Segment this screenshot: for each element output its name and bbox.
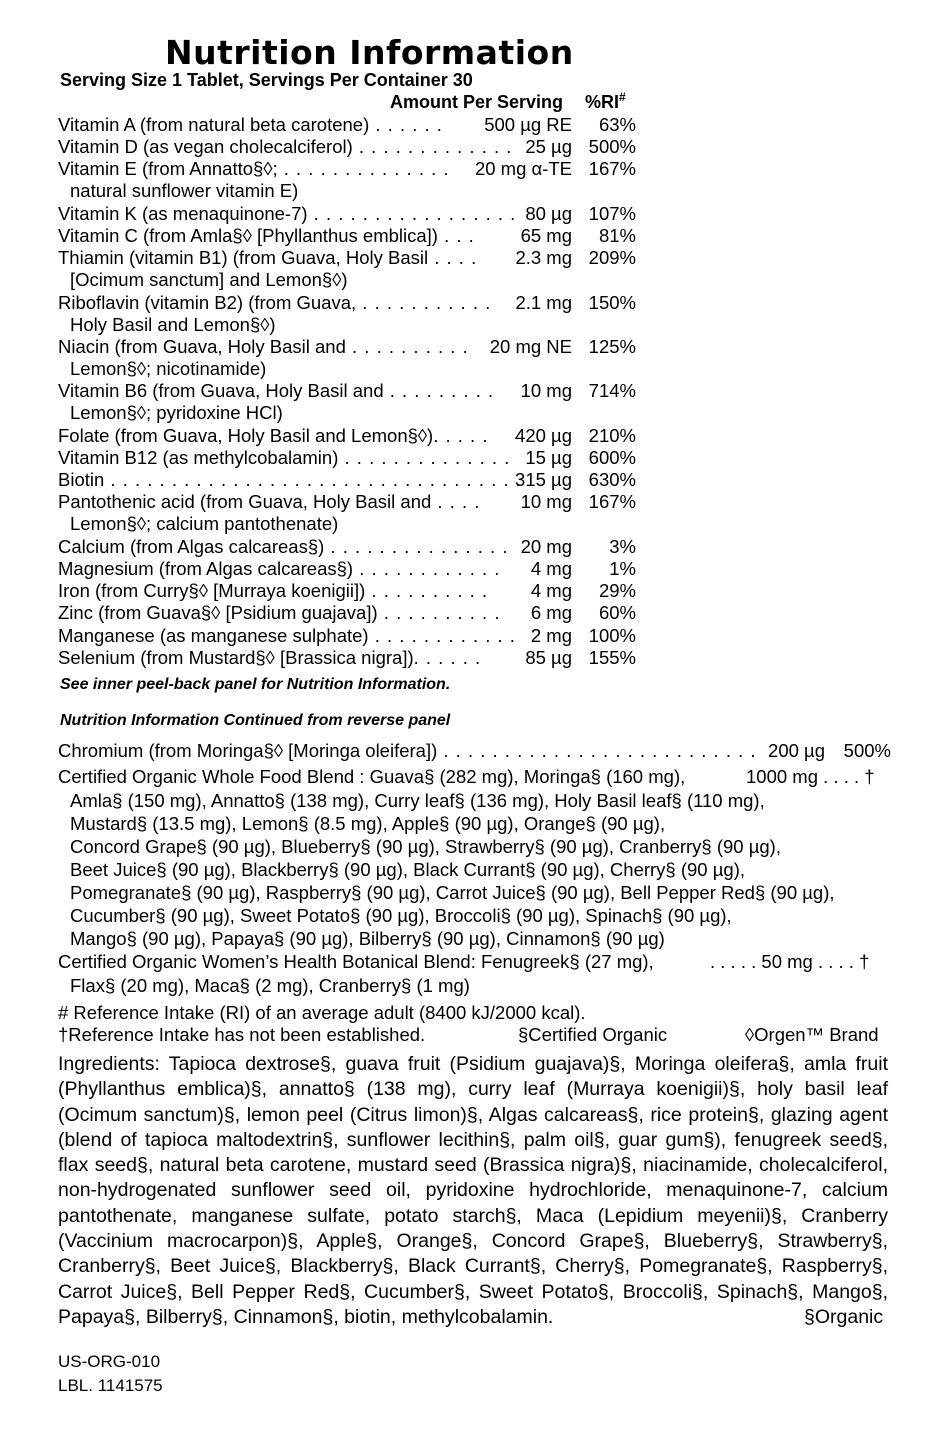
nutrient-leader-dots: . . . . . . . . . . . . [368,624,516,646]
nutrient-label-text: Iron (from Curry§◊ [Murraya koenigii]) [58,580,366,602]
nutrient-ri: 63% [598,114,636,135]
nutrient-amount: 25 µg [525,136,572,158]
nutrient-label-text: Folate (from Guava, Holy Basil and Lemon§◊) [58,424,434,446]
blend-line: Cucumber§ (90 µg), Sweet Potato§ (90 µg), Broccoli§ (90 µg), Spinach§ (90 µg), [70,905,732,926]
product-code: US-ORG-010 [58,1352,161,1371]
nutrient-amount: 315 µg [515,469,572,491]
chromium-row [58,740,891,762]
nutrient-leader-dots: . . . . . . . . . [383,380,495,402]
blend-line: Pomegranate§ (90 µg), Raspberry§ (90 µg), Carrot Juice§ (90 µg), Bell Pepper Red§ (90 µg), [70,882,835,903]
nutrient-ri: 100% [588,624,636,646]
nutrient-label [58,336,469,358]
nutrient-leader-dots: . . . . . . . . . . . . . . . [324,535,509,557]
nutrient-label-continued: Lemon§◊; pyridoxine HCl) [70,402,283,424]
serving-info: Serving Size 1 Tablet, Servings Per Container 30 [60,70,473,90]
nutrient-label-continued: [Ocimum sanctum] and Lemon§◊) [70,269,348,291]
footnote-dagger: †Reference Intake has not been established. [58,1024,426,1045]
nutrient-leader-dots: . . . . . . . . . . . . . . [338,447,511,468]
nutrient-label-continued: natural sunflower vitamin E) [70,180,299,202]
blend-line: Beet Juice§ (90 µg), Blackberry§ (90 µg), Black Currant§ (90 µg), Cherry§ (90 µg), [70,859,745,880]
nutrient-label-text: Vitamin D (as vegan cholecalciferol) [58,136,353,158]
nutrient-leader-dots: . . . . [428,247,478,269]
nutrient-label [58,625,516,647]
nutrient-label [58,136,512,158]
nutrient-leader-dots: . . . . [431,491,481,513]
nutrient-label-text: Manganese (as manganese sulphate) [58,624,369,646]
nutrient-label [58,491,480,513]
nutrient-label-text: Vitamin B6 (from Guava, Holy Basil and [58,380,384,402]
nutrient-label-continued: Lemon§◊; nicotinamide) [70,358,267,379]
nutrient-label [58,469,522,491]
nutrient-ri: 167% [588,158,636,180]
nutrient-ri: 1% [609,558,636,579]
nutrient-leader-dots: . . . . . . . . . . . . . . [277,158,450,180]
ri-header-label: %RI [585,92,620,112]
label-number: LBL. 1141575 [58,1376,163,1395]
nutrient-ri: 500% [588,136,636,158]
peelback-note: See inner peel-back panel for Nutrition Information. [60,676,451,693]
nutrient-label-text: Vitamin B12 (as methylcobalamin) [58,447,339,468]
nutrient-ri: 60% [598,602,636,624]
nutrient-amount: 2 mg [530,624,572,646]
nutrient-label-text: Vitamin A (from natural beta carotene) [58,114,370,135]
footnote-ri: # Reference Intake (RI) of an average adult (8400 kJ/2000 kcal). [58,1002,586,1023]
nutrient-ri: 125% [588,336,636,357]
ri-header-mark: # [619,90,626,104]
nutrient-label-text: Magnesium (from Algas calcareas§) [58,558,354,579]
nutrient-label [58,602,500,624]
nutrient-leader-dots: . . . . . . . . . . [365,580,489,602]
nutrient-label-text: Niacin (from Guava, Holy Basil and [58,336,346,357]
chromium-ri: 500% [843,740,891,761]
nutrient-ri: 107% [588,202,636,224]
nutrient-label [58,447,510,469]
nutrient-leader-dots: . . . . . . . . . . [345,336,469,357]
nutrient-ri: 210% [588,424,636,446]
nutrient-label-continued: Holy Basil and Lemon§◊) [70,313,276,335]
nutrient-amount: 500 µg RE [484,114,572,135]
nutrient-label [58,247,477,269]
whole-food-blend-label: Certified Organic Whole Food Blend : Guava§ (282 mg), Moringa§ (160 mg), [58,766,686,787]
womens-blend-line2: Flax§ (20 mg), Maca§ (2 mg), Cranberry§ (1 mg) [70,975,470,996]
amount-header: Amount Per Serving [390,92,564,112]
nutrient-label [58,203,516,225]
nutrient-leader-dots: . . . [437,225,475,246]
page-title: Nutrition Information [165,33,574,72]
nutrient-amount: 420 µg [515,424,572,446]
nutrient-label-text: Vitamin K (as menaquinone-7) [58,202,308,224]
nutrient-ri: 600% [588,447,636,468]
nutrient-ri: 150% [588,291,636,313]
blend-line: Concord Grape§ (90 µg), Blueberry§ (90 µg), Strawberry§ (90 µg), Cranberry§ (90 µg), [70,836,781,857]
nutrient-amount: 2.3 mg [515,247,572,269]
nutrient-ri: 714% [588,380,636,402]
nutrient-ri: 155% [588,646,636,668]
nutrient-amount: 10 mg [520,380,572,402]
chromium-amount: 200 µg [768,740,825,761]
nutrient-label-text: Vitamin E (from Annatto§◊; [58,158,278,180]
nutrient-amount: 4 mg [530,580,572,602]
nutrient-leader-dots: . . . . . . [413,646,482,668]
nutrient-amount: 20 mg NE [489,336,572,357]
nutrient-leader-dots: . . . . . . [369,114,443,135]
nutrient-label [58,580,488,602]
nutrient-amount: 20 mg [520,535,572,557]
nutrient-amount: 2.1 mg [515,291,572,313]
nutrient-label-text: Thiamin (vitamin B1) (from Guava, Holy Basil [58,247,429,269]
nutrient-ri: 29% [598,580,636,602]
nutrient-label [58,225,475,247]
nutrient-amount: 20 mg α-TE [474,158,572,180]
nutrient-label [58,114,443,136]
nutrient-amount: 4 mg [530,558,572,579]
continued-note: Nutrition Information Continued from reverse panel [60,712,451,729]
nutrient-amount: 80 µg [525,202,572,224]
nutrient-label-text: Calcium (from Algas calcareas§) [58,535,325,557]
nutrient-leader-dots: . . . . . . . . . . . . . [352,136,513,158]
nutrient-label [58,558,500,580]
blend-line: Mango§ (90 µg), Papaya§ (90 µg), Bilberry§ (90 µg), Cinnamon§ (90 µg) [70,928,665,949]
nutrient-label-text: Pantothenic acid (from Guava, Holy Basil and [58,491,432,513]
nutrient-amount: 85 µg [525,646,572,668]
nutrient-label-text: Biotin [58,469,105,491]
nutrient-label [58,292,491,314]
nutrient-leader-dots: . . . . . . . . . . [377,602,501,624]
nutrient-amount: 10 mg [520,491,572,513]
blend-line: Amla§ (150 mg), Annatto§ (138 mg), Curry leaf§ (136 mg), Holy Basil leaf§ (110 mg), [70,790,765,811]
nutrient-leader-dots: . . . . . . . . . . . [356,291,492,313]
nutrient-amount: 65 mg [520,225,572,246]
nutrient-ri: 3% [609,535,636,557]
nutrient-leader-dots: . . . . . . . . . . . . [353,558,501,579]
nutrient-ri: 167% [588,491,636,513]
nutrient-label [58,158,450,180]
nutrient-label-text: Riboflavin (vitamin B2) (from Guava, [58,291,357,313]
nutrient-amount: 15 µg [525,447,572,468]
nutrient-leader-dots: . . . . . . . . . . . . . . . . . . . . . . . . . . . . . . . . . . [104,469,522,491]
footnote-organic: §Certified Organic [518,1024,668,1045]
ingredients-text: Ingredients: Tapioca dextrose§, guava fruit (Psidium guajava)§, Moringa oleifera§, amla fruit (Phyllanthus emblica)§, annatto§ (138 mg), curry leaf (Murraya koenigii)§, holy basil leaf (Ocimum sanctum)§, lemon peel (Citrus limon)§, Algas calcareas§, rice protein§, glazing agent (blend of tapioca maltodextrin§, sunflower lecithin§, palm oil§, guar gum§), fenugreek seed§, flax seed§, natural beta carotene, mustard seed (Brassica nigra)§, niacinamide, cholecalciferol, non-hydrogenated sunflower seed oil, pyridoxine hydrochloride, menaquinone-7, calcium pantothenate, manganese sulfate, potato starch§, Maca (Lepidium meyenii)§, Cranberry (Vaccinium macrocarpon)§, Apple§, Orange§, Concord Grape§, Blueberry§, Strawberry§, Cranberry§, Beet Juice§, Blackberry§, Black Currant§, Cherry§, Pomegranate§, Raspberry§, Carrot Juice§, Bell Pepper Red§, Cucumber§, Sweet Potato§, Broccoli§, Spinach§, Mango§, Papaya§, Bilberry§, Cinnamon§, biotin, methylcobalamin. [58,1053,888,1328]
womens-blend-label: Certified Organic Women’s Health Botanical Blend: Fenugreek§ (27 mg), [58,951,654,972]
whole-food-blend-amount: 1000 mg . . . . † [746,766,875,787]
nutrient-label [58,536,508,558]
nutrient-leader-dots: . . . . . . . . . . . . . . . . . [307,202,517,224]
nutrient-label-continued: Lemon§◊; calcium pantothenate) [70,513,339,535]
nutrient-label [58,380,494,402]
nutrient-label [58,425,488,447]
ri-header [585,90,626,113]
nutrient-label [58,647,481,669]
nutrient-ri: 630% [588,469,636,491]
ingredients-organic-mark: §Organic [804,1306,884,1328]
chromium-dots: . . . . . . . . . . . . . . . . . . . . . . . . . . [437,740,757,761]
nutrient-label-text: Zinc (from Guava§◊ [Psidium guajava]) [58,602,378,624]
chromium-label: Chromium (from Moringa§◊ [Moringa oleifera]) [58,740,438,761]
blend-line: Mustard§ (13.5 mg), Lemon§ (8.5 mg), Apple§ (90 µg), Orange§ (90 µg), [70,813,666,834]
womens-blend-amount: . . . . . 50 mg . . . . † [710,951,870,972]
footnote-brand: ◊Orgen™ Brand [745,1024,879,1045]
nutrient-ri: 81% [598,225,636,246]
nutrient-leader-dots: . . . . . [433,424,489,446]
nutrient-label-text: Vitamin C (from Amla§◊ [Phyllanthus emblica]) [58,225,438,246]
nutrient-ri: 209% [588,247,636,269]
nutrient-amount: 6 mg [530,602,572,624]
nutrient-label-text: Selenium (from Mustard§◊ [Brassica nigra]) [58,646,414,668]
